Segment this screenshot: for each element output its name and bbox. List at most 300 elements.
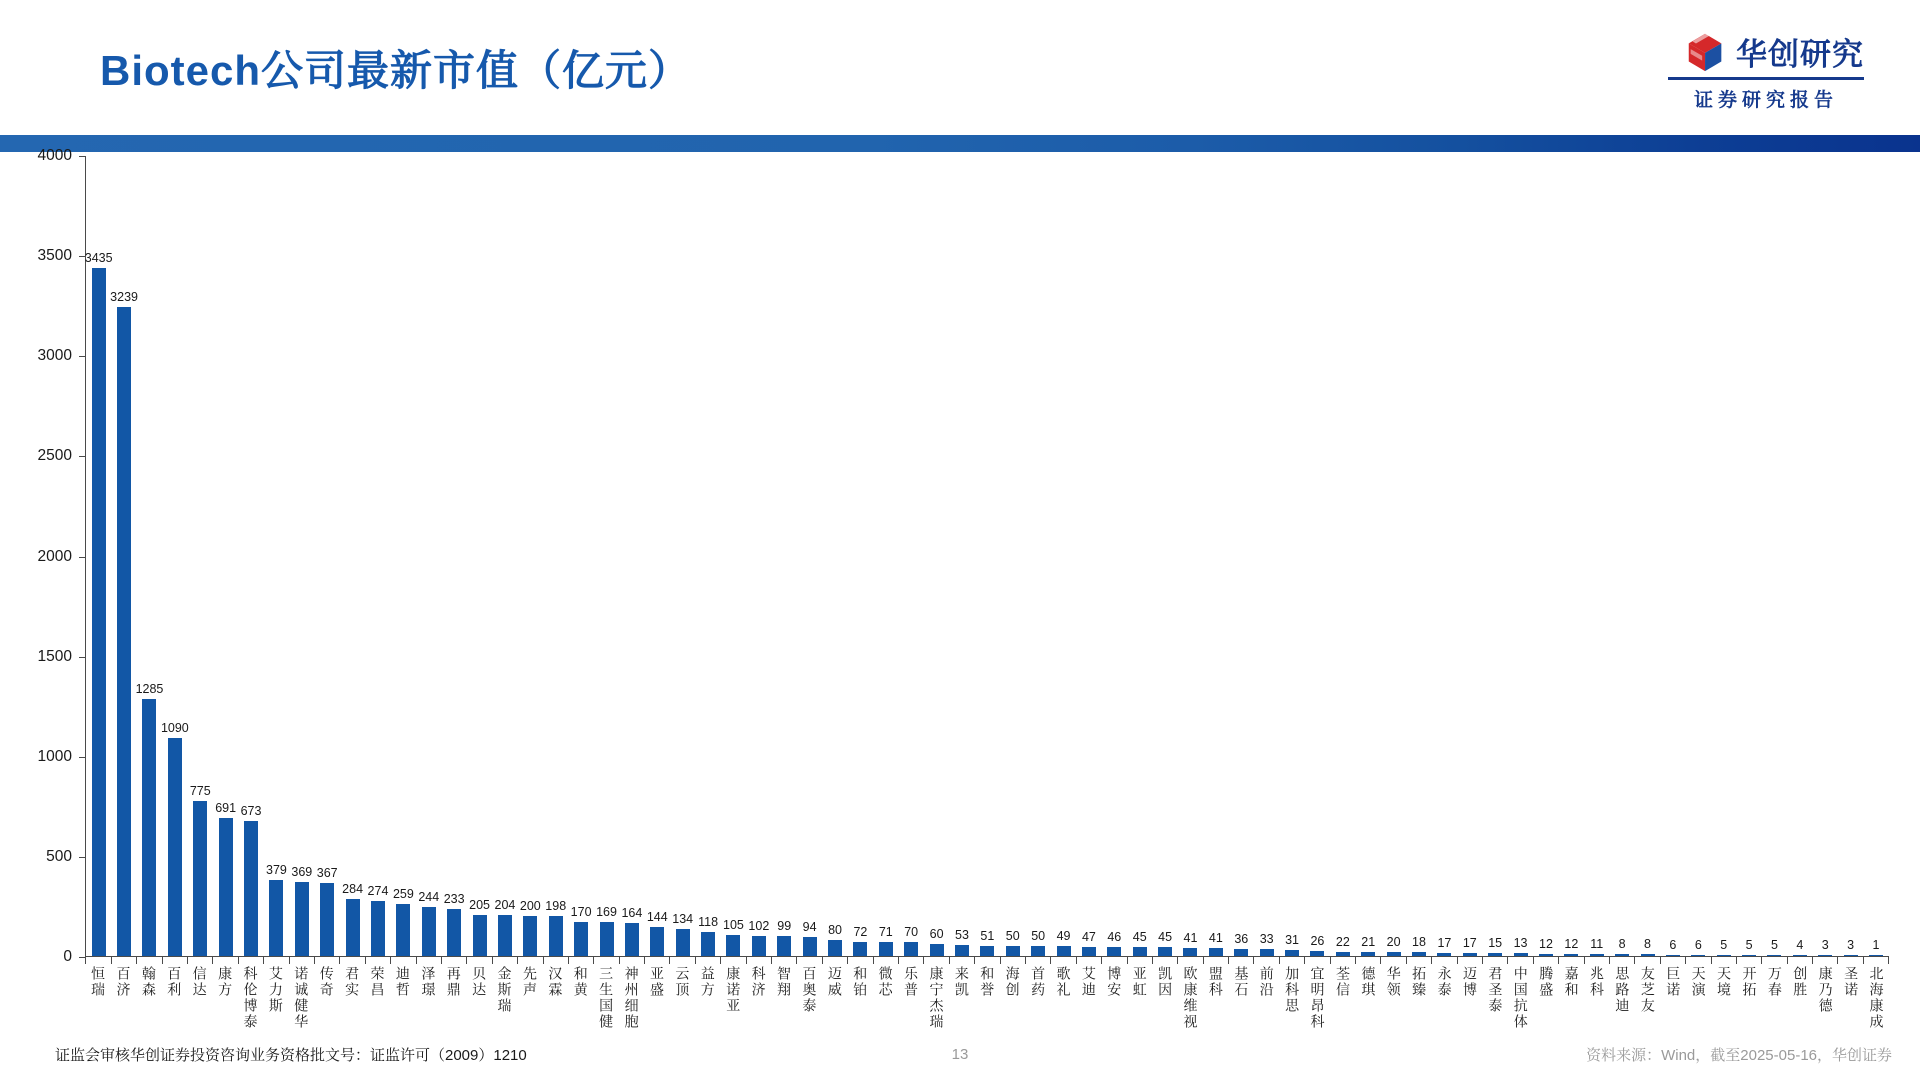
x-axis-label: 传奇 <box>318 966 335 998</box>
x-axis-tick <box>441 956 442 964</box>
bar <box>1057 946 1071 956</box>
x-axis-label: 天境 <box>1716 966 1733 998</box>
bar-value-label: 31 <box>1285 932 1299 947</box>
bar-slot <box>848 156 873 956</box>
bar-slot <box>568 156 593 956</box>
x-axis-tick <box>1457 956 1458 964</box>
x-axis-label: 荃信 <box>1334 966 1351 998</box>
huachuang-logo <box>1668 28 1864 112</box>
x-label-slot <box>1584 966 1609 998</box>
x-axis-tick <box>390 956 391 964</box>
x-axis-tick <box>1482 956 1483 964</box>
x-label-slot <box>187 966 212 998</box>
bar-slot <box>1025 156 1050 956</box>
bar <box>930 944 944 956</box>
bar-value-label: 49 <box>1056 928 1071 943</box>
x-axis-label: 华领 <box>1385 966 1402 998</box>
x-axis-tick <box>136 956 137 964</box>
bar-slot <box>772 156 797 956</box>
bar-slot <box>1533 156 1558 956</box>
x-axis-tick <box>1253 956 1254 964</box>
bar-slot <box>645 156 670 956</box>
x-axis-tick <box>1558 956 1559 964</box>
y-axis-tick-label: 4000 <box>37 147 72 164</box>
x-label-slot <box>1228 966 1253 998</box>
bar-value-label: 200 <box>519 898 541 913</box>
x-label-slot <box>796 966 821 1014</box>
bar-value-label: 274 <box>367 883 389 898</box>
y-axis-tick <box>79 957 85 958</box>
x-axis-tick <box>162 956 163 964</box>
x-axis-tick <box>1685 956 1686 964</box>
bar-slot <box>1381 156 1406 956</box>
x-axis-tick <box>1533 956 1534 964</box>
bar-slot <box>695 156 720 956</box>
bar-value-label: 118 <box>698 914 719 929</box>
bar <box>1488 953 1502 956</box>
bar-slot <box>1559 156 1584 956</box>
bar <box>473 915 487 956</box>
x-axis-tick <box>1000 956 1001 964</box>
x-label-slot <box>1863 966 1888 1030</box>
bar <box>574 922 588 956</box>
bar-slot <box>1152 156 1177 956</box>
x-axis-label: 首药 <box>1030 966 1047 998</box>
x-axis-tick <box>1076 956 1077 964</box>
x-axis-tick <box>568 956 569 964</box>
y-axis-tick <box>79 456 85 457</box>
logo-top-row <box>1668 28 1864 74</box>
x-label-slot <box>1177 966 1202 1030</box>
bar-slot <box>1076 156 1101 956</box>
bar <box>1615 954 1629 956</box>
bar <box>1336 952 1350 956</box>
bar <box>1183 948 1197 956</box>
bar-slot <box>1609 156 1634 956</box>
x-label-slot <box>1762 966 1787 998</box>
x-label-slot <box>669 966 694 998</box>
x-axis-label: 思路迪 <box>1614 966 1631 1014</box>
bar-value-label: 71 <box>878 924 893 939</box>
x-label-slot <box>1482 966 1507 1014</box>
bar <box>828 940 842 956</box>
bar-value-label: 673 <box>240 803 262 818</box>
x-label-slot <box>1406 966 1431 998</box>
bar-value-label: 33 <box>1259 931 1274 946</box>
x-label-slot <box>85 966 110 998</box>
bar-slot <box>1508 156 1533 956</box>
bar-value-label: 205 <box>469 897 490 912</box>
x-axis-tick <box>416 956 417 964</box>
bar-value-label: 379 <box>265 862 287 877</box>
x-axis-tick <box>822 956 823 964</box>
bar-slot <box>797 156 822 956</box>
bar <box>498 915 512 956</box>
bar <box>650 927 664 956</box>
bar-slot <box>899 156 924 956</box>
x-label-slot <box>1127 966 1152 998</box>
bar-slot <box>416 156 441 956</box>
x-axis-tick <box>1736 956 1737 964</box>
x-axis-label: 凯因 <box>1157 966 1174 998</box>
bar-value-label: 12 <box>1539 936 1553 951</box>
x-axis-label: 中国抗体 <box>1512 966 1529 1030</box>
bar-slot <box>1229 156 1254 956</box>
x-axis-label: 亚盛 <box>648 966 665 998</box>
x-label-slot <box>314 966 339 998</box>
bar-value-label: 170 <box>570 904 592 919</box>
x-label-slot <box>1101 966 1126 998</box>
bar-value-label: 369 <box>291 864 313 879</box>
bar <box>1691 955 1705 956</box>
bar <box>396 904 410 956</box>
y-axis-tick <box>79 256 85 257</box>
logo-cube-icon <box>1683 28 1729 74</box>
bar <box>219 818 233 956</box>
x-axis-tick <box>1660 956 1661 964</box>
x-axis-tick <box>1634 956 1635 964</box>
x-label-slot <box>568 966 593 998</box>
bar <box>1310 951 1324 956</box>
bar <box>320 883 334 956</box>
x-label-slot <box>949 966 974 998</box>
bar <box>447 909 461 956</box>
x-label-slot <box>1152 966 1177 998</box>
x-axis-tick <box>212 956 213 964</box>
bar-slot <box>1838 156 1863 956</box>
bar <box>1158 947 1172 956</box>
bar <box>904 942 918 956</box>
x-axis-tick <box>720 956 721 964</box>
x-axis-tick <box>187 956 188 964</box>
x-axis-tick <box>492 956 493 964</box>
x-label-slot <box>847 966 872 998</box>
y-axis-tick-label: 0 <box>63 948 72 965</box>
y-axis-tick <box>79 557 85 558</box>
bar-slot <box>822 156 847 956</box>
x-label-slot <box>1432 966 1457 998</box>
bar-slot <box>1584 156 1609 956</box>
bar-slot <box>594 156 619 956</box>
header-divider-band <box>0 135 1920 152</box>
bar-slot <box>111 156 136 956</box>
bar-value-label: 22 <box>1335 934 1350 949</box>
bar <box>1412 952 1426 956</box>
bar-value-label: 244 <box>418 889 440 904</box>
x-axis-tick <box>1304 956 1305 964</box>
x-label-slot <box>1457 966 1482 998</box>
x-axis-tick <box>238 956 239 964</box>
x-axis-label: 宜明昂科 <box>1309 966 1326 1030</box>
bar <box>523 916 537 956</box>
bar <box>422 907 436 956</box>
bar <box>853 942 867 956</box>
x-axis-tick <box>1888 956 1889 964</box>
x-axis-tick <box>1177 956 1178 964</box>
x-label-slot <box>1787 966 1812 998</box>
bar-value-label: 13 <box>1513 935 1528 950</box>
bar-slot <box>1330 156 1355 956</box>
bar <box>1133 947 1147 956</box>
bar-value-label: 36 <box>1234 931 1249 946</box>
bar-slot <box>1482 156 1507 956</box>
x-axis-tick <box>1507 956 1508 964</box>
x-axis-label: 嘉和 <box>1563 966 1580 998</box>
x-label-slot <box>1254 966 1279 998</box>
x-axis-label: 迈威 <box>826 966 843 998</box>
page-title: Biotech公司最新市值（亿元） <box>100 47 692 94</box>
bar-slot <box>721 156 746 956</box>
bar <box>1844 955 1858 956</box>
bar-value-label: 17 <box>1437 935 1452 950</box>
bar-slot <box>391 156 416 956</box>
x-axis-label: 君实 <box>344 966 361 998</box>
x-axis-label: 三生国健 <box>598 966 615 1030</box>
x-axis-tick <box>771 956 772 964</box>
x-axis-tick <box>695 956 696 964</box>
x-axis-tick <box>1406 956 1407 964</box>
bar <box>142 699 156 956</box>
bar-value-label: 169 <box>596 904 617 919</box>
x-axis-tick <box>1609 956 1610 964</box>
x-axis-tick <box>1355 956 1356 964</box>
x-axis-tick <box>974 956 975 964</box>
bar <box>168 738 182 956</box>
x-axis-label: 迪哲 <box>394 966 411 998</box>
bar-value-label: 134 <box>672 911 694 926</box>
x-label-slot <box>110 966 135 998</box>
bar <box>1793 955 1807 956</box>
bar-value-label: 45 <box>1158 929 1173 944</box>
x-axis-tick <box>85 956 86 964</box>
bar-slot <box>1457 156 1482 956</box>
bar-value-label: 233 <box>443 891 465 906</box>
x-axis-label: 拓臻 <box>1411 966 1428 998</box>
bar <box>1463 953 1477 956</box>
x-axis-labels <box>85 966 1889 1030</box>
bar-slot <box>1406 156 1431 956</box>
x-axis-label: 科济 <box>750 966 767 998</box>
plot-area <box>85 156 1889 957</box>
x-axis-tick <box>644 956 645 964</box>
x-axis-label: 和铂 <box>852 966 869 998</box>
x-label-slot <box>1609 966 1634 1014</box>
bar-value-label: 41 <box>1208 930 1223 945</box>
bar-value-label: 47 <box>1081 929 1096 944</box>
x-axis-label: 巨诺 <box>1665 966 1682 998</box>
x-axis-tick <box>517 956 518 964</box>
y-axis-tick-label: 3000 <box>37 347 72 365</box>
x-axis-tick <box>1380 956 1381 964</box>
x-axis-tick <box>619 956 620 964</box>
x-axis-label: 盟科 <box>1207 966 1224 998</box>
x-axis-label: 博安 <box>1106 966 1123 998</box>
y-axis-tick <box>79 757 85 758</box>
x-axis-label: 歌礼 <box>1055 966 1072 998</box>
bar-slot <box>213 156 238 956</box>
x-axis-tick <box>1761 956 1762 964</box>
bar-slot <box>492 156 517 956</box>
bar-value-label: 6 <box>1694 937 1702 952</box>
x-axis-label: 乐普 <box>903 966 920 998</box>
x-label-slot <box>415 966 440 998</box>
x-axis-tick <box>365 956 366 964</box>
y-axis-tick-label: 2500 <box>37 447 72 465</box>
bar-slot <box>1127 156 1152 956</box>
x-axis-label: 和黄 <box>572 966 589 998</box>
x-label-slot <box>644 966 669 998</box>
x-axis-label: 微芯 <box>877 966 894 998</box>
bar <box>752 936 766 956</box>
bar-value-label: 367 <box>316 865 338 880</box>
bar-slot <box>1686 156 1711 956</box>
x-axis-label: 益方 <box>699 966 716 998</box>
bar-value-label: 8 <box>1644 936 1651 951</box>
bar-value-label: 5 <box>1770 937 1778 952</box>
bar-slot <box>1635 156 1660 956</box>
bar-slot <box>873 156 898 956</box>
x-label-slot <box>1711 966 1736 998</box>
bar-slot <box>1254 156 1279 956</box>
x-axis-tick <box>1127 956 1128 964</box>
x-label-slot <box>695 966 720 998</box>
bar-value-label: 60 <box>929 926 944 941</box>
bar-value-label: 50 <box>1031 928 1046 943</box>
bar-slot <box>924 156 949 956</box>
bar <box>295 882 309 956</box>
x-axis-label: 艾迪 <box>1080 966 1097 998</box>
x-axis-label: 基石 <box>1233 966 1250 998</box>
bar <box>1767 955 1781 956</box>
bar-value-label: 204 <box>494 897 516 912</box>
x-axis-label: 亚虹 <box>1131 966 1148 998</box>
bar <box>676 929 690 956</box>
bar <box>1006 946 1020 956</box>
bar <box>1539 954 1553 956</box>
bar-slot <box>1813 156 1838 956</box>
x-axis-label: 欧康维视 <box>1182 966 1199 1030</box>
bar-slot <box>1305 156 1330 956</box>
bar-slot <box>1279 156 1304 956</box>
x-label-slot <box>1050 966 1075 998</box>
bar <box>193 801 207 956</box>
bar-value-label: 3239 <box>110 289 138 304</box>
bar-value-label: 12 <box>1564 936 1579 951</box>
y-axis-tick <box>79 356 85 357</box>
bar-value-label: 70 <box>904 924 919 939</box>
bar-slot <box>1178 156 1203 956</box>
bar <box>1361 952 1375 956</box>
x-axis-label: 诺诚健华 <box>293 966 310 1030</box>
bar-value-label: 144 <box>646 909 668 924</box>
bar-value-label: 21 <box>1361 934 1376 949</box>
bar-slot <box>467 156 492 956</box>
bar-value-label: 8 <box>1618 936 1626 951</box>
x-axis-tick <box>796 956 797 964</box>
bar-value-label: 3 <box>1821 937 1829 952</box>
x-axis-tick <box>1279 956 1280 964</box>
bar <box>1869 955 1883 956</box>
market-cap-bar-chart <box>0 147 1920 1046</box>
bar-value-label: 94 <box>802 919 817 934</box>
bar-value-label: 80 <box>828 922 842 937</box>
x-axis-tick <box>1711 956 1712 964</box>
x-axis-label: 圣诺 <box>1843 966 1860 998</box>
x-axis-label: 云顶 <box>674 966 691 998</box>
bar-slot <box>518 156 543 956</box>
bar-value-label: 3 <box>1847 937 1855 952</box>
x-label-slot <box>1076 966 1101 998</box>
x-label-slot <box>923 966 948 1030</box>
x-label-slot <box>1686 966 1711 998</box>
x-axis-tick <box>746 956 747 964</box>
x-label-slot <box>898 966 923 998</box>
bar <box>980 946 994 956</box>
x-axis-tick <box>1050 956 1051 964</box>
bar <box>777 936 791 956</box>
x-label-slot <box>1330 966 1355 998</box>
x-axis-label: 汉霖 <box>547 966 564 998</box>
bar-slot <box>619 156 644 956</box>
bar-value-label: 1 <box>1872 937 1880 952</box>
x-axis-tick <box>339 956 340 964</box>
bar <box>1641 954 1655 956</box>
x-axis-label: 德琪 <box>1360 966 1377 998</box>
x-label-slot <box>161 966 186 998</box>
bar-value-label: 775 <box>189 783 211 798</box>
bar-slot <box>264 156 289 956</box>
x-label-slot <box>1813 966 1838 1014</box>
x-axis-tick <box>314 956 315 964</box>
x-label-slot <box>263 966 288 1014</box>
bar <box>244 821 258 956</box>
bar-slot <box>1736 156 1761 956</box>
bar-slot <box>188 156 213 956</box>
x-axis-label: 来凯 <box>953 966 970 998</box>
bar-value-label: 198 <box>545 898 567 913</box>
x-axis-label: 翰森 <box>140 966 157 998</box>
x-label-slot <box>441 966 466 998</box>
bar-slot <box>670 156 695 956</box>
y-axis-tick-label: 500 <box>46 847 72 865</box>
bar-value-label: 6 <box>1669 937 1677 952</box>
x-axis-tick <box>1152 956 1153 964</box>
bar <box>1666 955 1680 956</box>
bar-slot <box>949 156 974 956</box>
x-label-slot <box>339 966 364 998</box>
x-axis-tick <box>1584 956 1585 964</box>
x-axis-tick <box>1863 956 1864 964</box>
x-axis-label: 荣昌 <box>369 966 386 998</box>
x-label-slot <box>136 966 161 998</box>
bar <box>1285 950 1299 956</box>
bar-slot <box>1787 156 1812 956</box>
x-axis-tick <box>543 956 544 964</box>
bar-slot <box>238 156 263 956</box>
x-axis-label: 再鼎 <box>445 966 462 998</box>
bar-value-label: 46 <box>1107 929 1122 944</box>
bar-value-label: 284 <box>342 881 364 896</box>
x-label-slot <box>390 966 415 998</box>
x-label-slot <box>237 966 262 1030</box>
x-axis-tick <box>1228 956 1229 964</box>
bar-value-label: 20 <box>1386 934 1401 949</box>
bar <box>1717 955 1731 956</box>
bar-value-label: 18 <box>1412 934 1426 949</box>
x-label-slot <box>873 966 898 998</box>
bar-value-label: 99 <box>777 918 792 933</box>
x-axis-label: 金斯瑞 <box>496 966 513 1014</box>
